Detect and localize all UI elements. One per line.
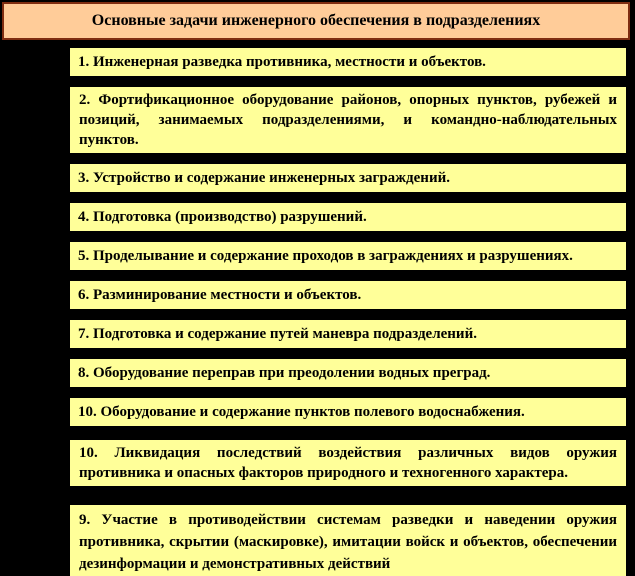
task-item — [68, 201, 628, 233]
task-item — [68, 396, 628, 428]
task-item — [68, 240, 628, 272]
task-text: 10. Оборудование и содержание пунктов полевого водоснабжения. — [78, 404, 525, 420]
task-text: 4. Подготовка (производство) разрушений. — [78, 209, 367, 225]
task-text: 7. Подготовка и содержание путей маневра подразделений. — [78, 326, 477, 342]
page-title — [2, 2, 630, 40]
task-text: 2. Фортификационное оборудование районов, опорных пунктов, рубежей и позиций, занимаемых подразделениями, и командно-наблюдательных пунктов. — [79, 92, 617, 148]
task-text: 1. Инженерная разведка противника, местности и объектов. — [78, 54, 486, 70]
task-list — [68, 46, 628, 576]
task-text: 8. Оборудование переправ при преодолении водных преград. — [78, 365, 491, 381]
task-text: 9. Участие в противодействии системам разведки и наведении оружия противника, скрытии (маскировке), имитации войск и объектов, обеспечении дезинформации и демонстративных действий — [79, 512, 617, 572]
task-text: 3. Устройство и содержание инженерных заграждений. — [78, 170, 450, 186]
task-item — [68, 46, 628, 78]
task-item — [68, 318, 628, 350]
task-item — [68, 85, 628, 155]
task-text: 6. Разминирование местности и объектов. — [78, 287, 362, 303]
page-title-label: Основные задачи инженерного обеспечения в подразделениях — [91, 12, 541, 29]
task-text: 10. Ликвидация последствий воздействия различных видов оружия противника и опасных факторов природного и техногенного характера. — [79, 445, 617, 481]
task-item — [68, 357, 628, 389]
task-item — [68, 438, 628, 488]
task-item — [68, 279, 628, 311]
task-text: 5. Проделывание и содержание проходов в заграждениях и разрушениях. — [78, 248, 573, 264]
task-item — [68, 503, 628, 576]
task-item — [68, 162, 628, 194]
